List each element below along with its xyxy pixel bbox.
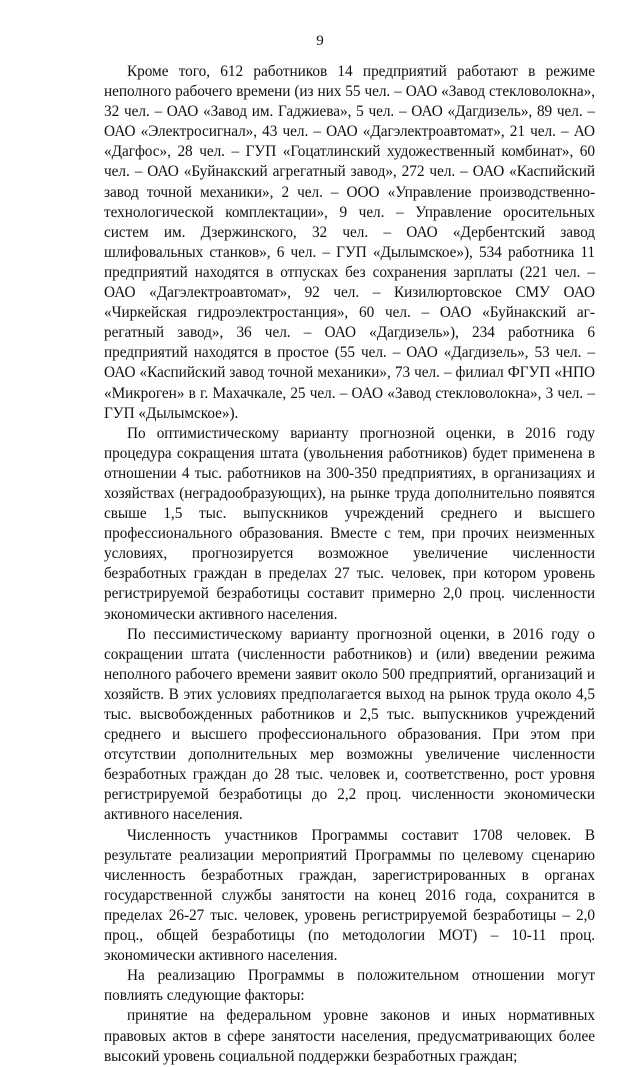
paragraph-pessimistic-forecast: По пессимистическому варианту прогнозной оценки, в 2016 году о сокращении штата (численности работников) и (или) введении режима неполного рабочего времени заявит около 500 предприятий, организаций и хозяйств. В этих условиях предполагается выход на рынок труда около 4,5 тыс. высвобожденных работников и 2,5 тыс. выпускников учреждений среднего и высшего профессионального образования. При этом при отсутствии дополнительных мер возможны увеличение численности безработных граждан до 28 тыс. человек и, соответственно, рост уровня регистрируемой безработицы до 2,2 проц. численности экономически активного населения. [104, 625, 595, 824]
paragraph-optimistic-forecast: По оптимистическому варианту прогнозной оценки, в 2016 году процедура сокращения штата (увольнения работников) будет применена в отношении 4 тыс. работников на 300-350 предприятиях, в организациях и хозяйствах (неградообразующих), на рынке труда дополнительно появятся свыше 1,5 тыс. выпускников учреждений среднего и высшего профессионального образования. Вместе с тем, при прочих неизменных условиях, прогнозируется возможное увеличение численности безработных граждан в пределах 27 тыс. человек, при котором уровень регистрируемой безработицы составит примерно 2,0 проц. численности экономически активного населения. [104, 424, 595, 623]
paragraph-influencing-factors: На реализацию Программы в положительном отношении могут повлиять следующие факторы: [104, 967, 595, 1005]
paragraph-program-participants: Численность участников Программы составит 1708 человек. В результате реализации мероприятий Программы по целевому сценарию численность безработных граждан, зарегистрированных в органах государственной службы занятости на конец 2016 года, сохранится в пределах 26-27 тыс. человек, уровень регистрируемой безработицы – 2,0 проц., общей безработицы (по методологии МОТ) – 10-11 проц. экономически активного населения. [104, 826, 595, 965]
document-body [104, 62, 595, 1067]
paragraph-part-time-workers: Кроме того, 612 работников 14 предприятий работают в режиме неполного рабочего времени (из них 55 чел. – ОАО «Завод стекловолокна», 32 чел. – ОАО «Завод им. Гаджиева», 5 чел. – ОАО «Дагдизель», 89 чел. – ОАО «Электросигнал», 43 чел. – ОАО «Дагэлектроавтомат», 21 чел. – АО «Дагфос», 28 чел. – ГУП «Гоцатлинский художественный комбинат», 60 чел. – ОАО «Буйнакский агрегатный завод», 272 чел. – ОАО «Каспийский завод точной механики», 2 чел. – ООО «Управление производственно-технологической комплектации», 9 чел. – Управление оросительных систем им. Дзержинского, 32 чел. – ОАО «Дербентский завод шлифовальных станков», 6 чел. – ГУП «Дылымское»), 534 работника 11 предприятий находятся в отпусках без сохранения зарплаты (221 чел. – ОАО «Дагэлектроавтомат», 92 чел. – Кизилюртовское СМУ ОАО «Чиркейская гидроэлектростанция», 60 чел. – ОАО «Буйнакский агрегатный завод», 36 чел. – ОАО «Дагдизель»), 234 работника 6 предприятий находятся в простое (55 чел. – ОАО «Дагдизель», 53 чел. – ОАО «Каспийский завод точной механики», 73 чел. – филиал ФГУП «НПО «Микроген» в г. Махачкале, 25 чел. – ОАО «Завод стекловолокна», 3 чел. – ГУП «Дылымское»). [104, 63, 595, 422]
page-number: 9 [316, 33, 324, 49]
paragraph-federal-laws: принятие на федеральном уровне законов и иных нормативных правовых актов в сфере занятости населения, предусматривающих более высокий уровень социальной поддержки безработных граждан; [104, 1007, 595, 1065]
